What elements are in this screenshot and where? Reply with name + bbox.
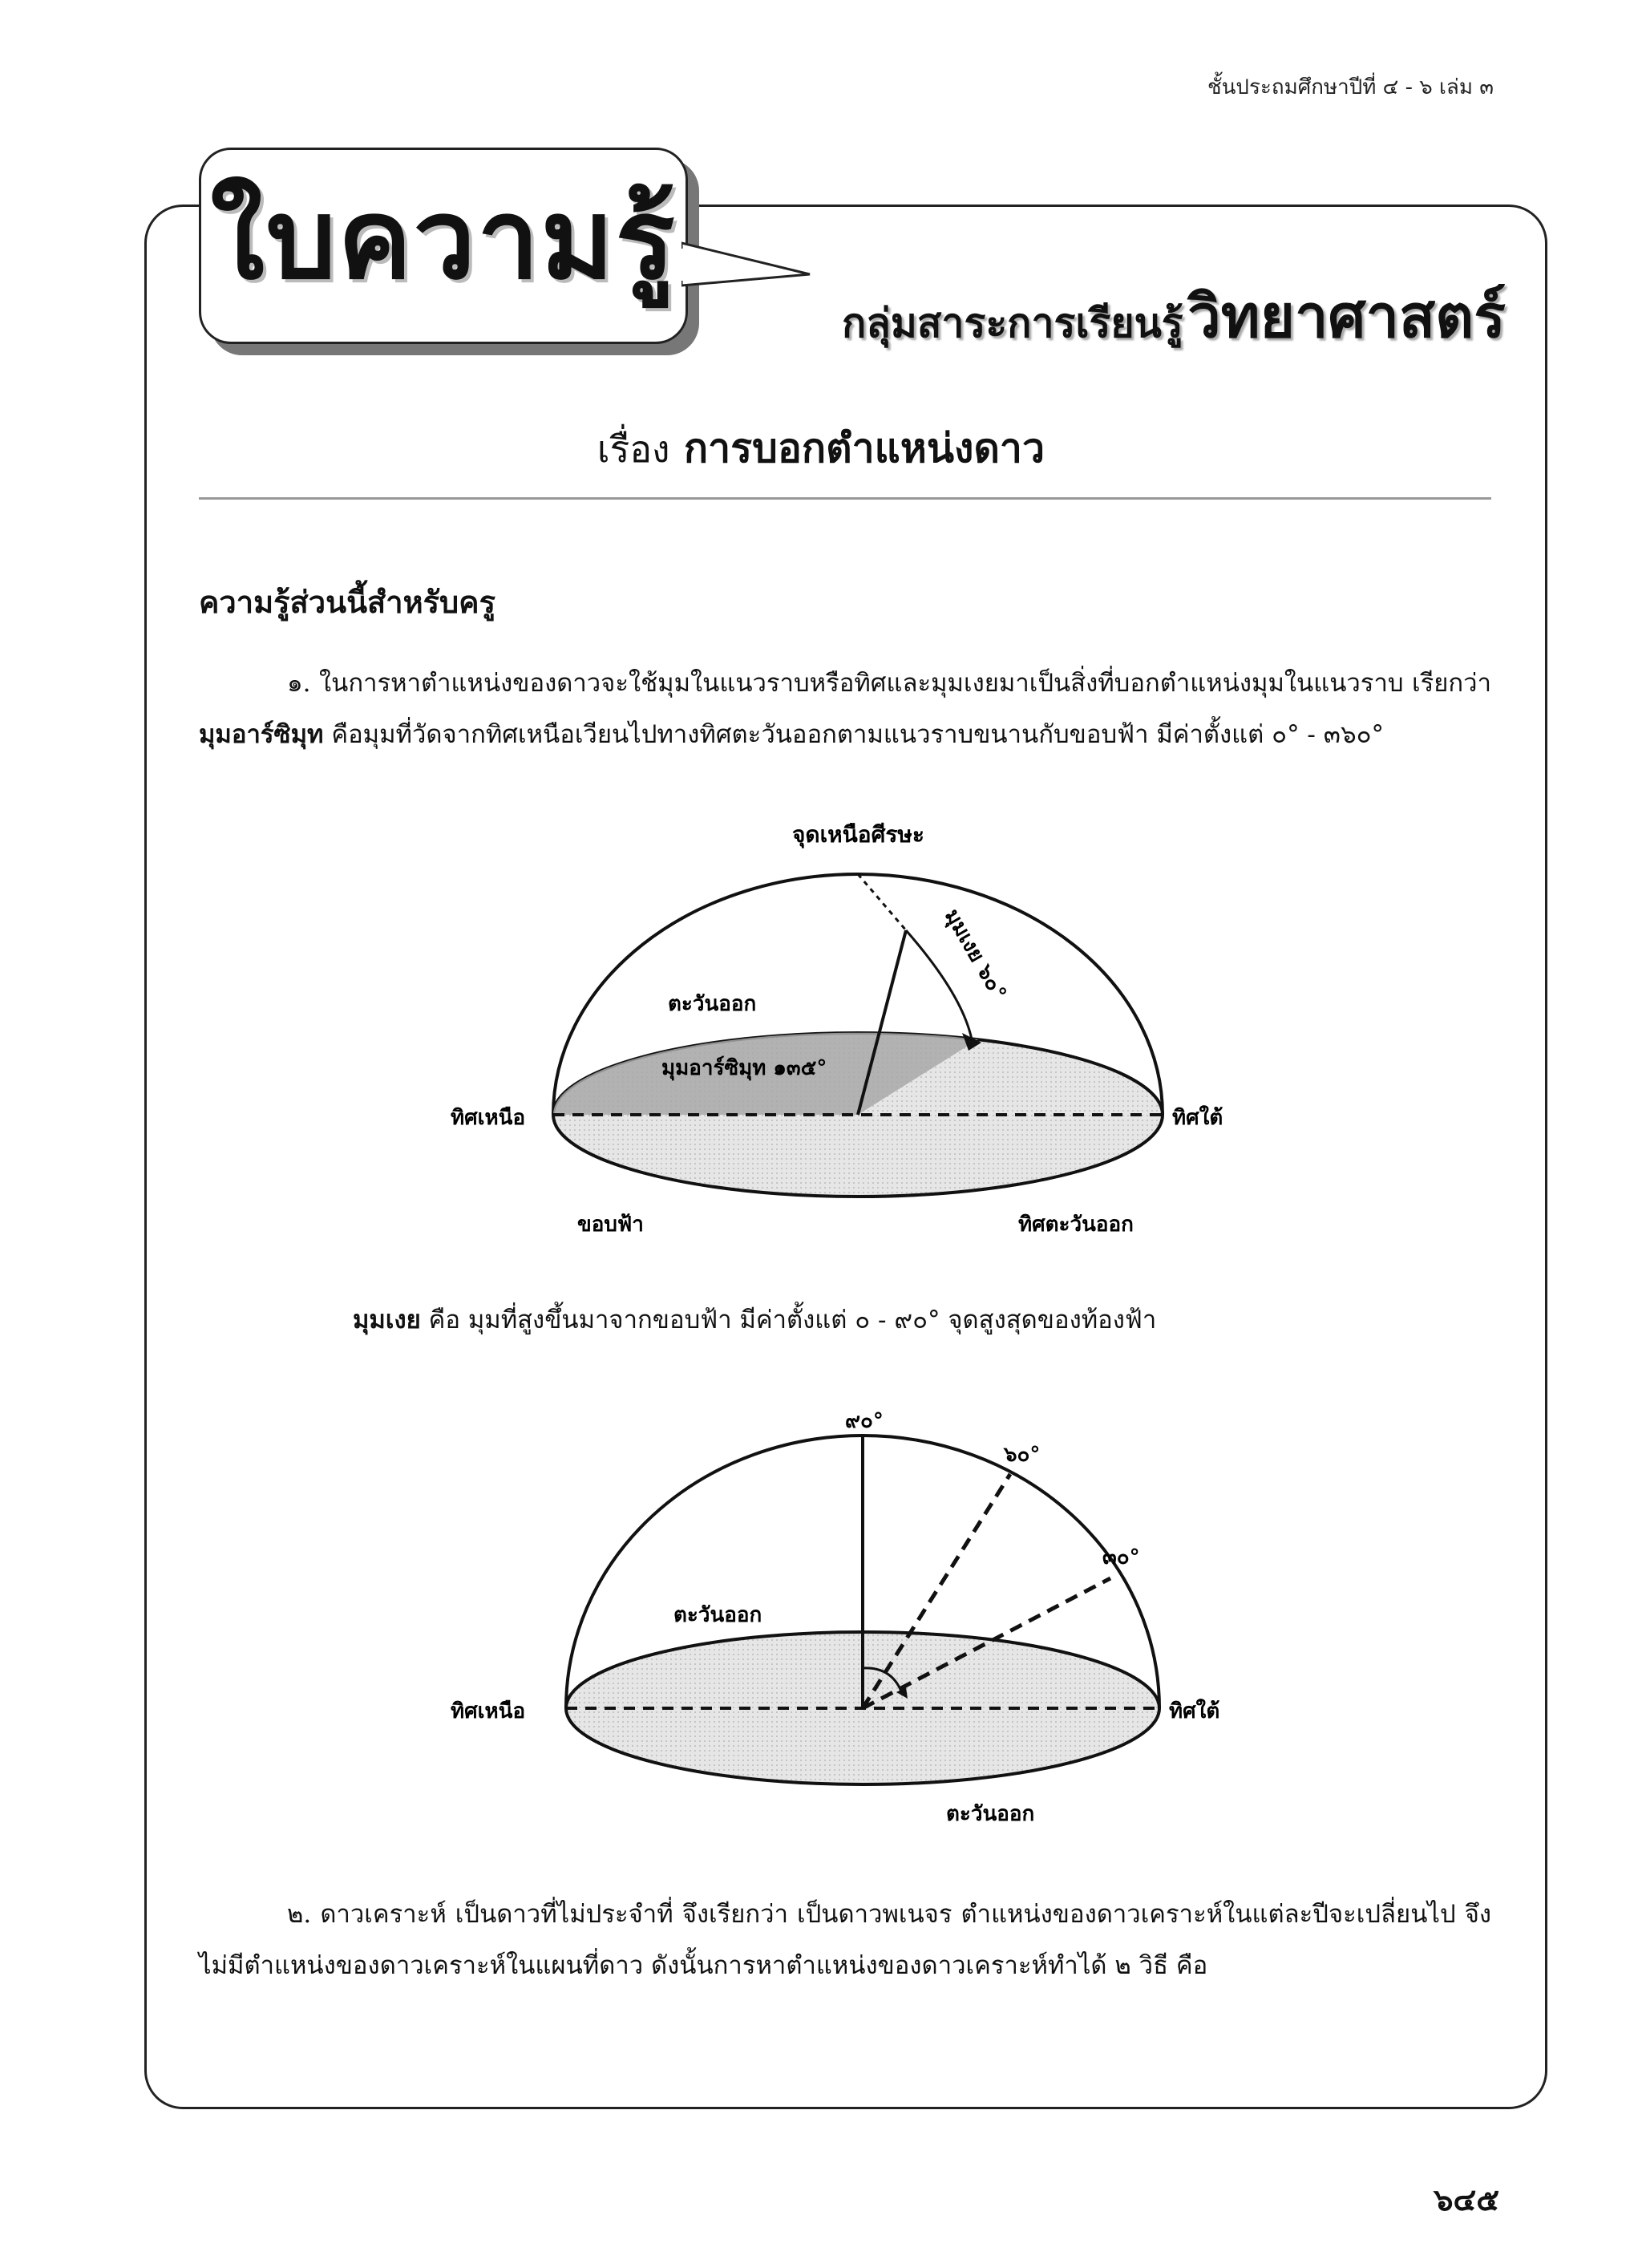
subject-prefix: กลุ่มสาระการเรียนรู้ <box>842 300 1183 346</box>
paragraph-2 <box>199 1889 1491 1991</box>
series-header: ชั้นประถมศึกษาปีที่ ๔ - ๖ เล่ม ๓ <box>1207 75 1494 99</box>
label-north: ทิศเหนือ <box>451 1106 526 1130</box>
callout-box <box>199 148 688 344</box>
para2-text: ๒. ดาวเคราะห์ เป็นดาวที่ไม่ประจำที่ จึงเรียกว่า เป็นดาวพเนจร ตำแหน่งของดาวเคราะห์ในแต่ละปีจะเปลี่ยนไป จึงไม่มีตำแหน่งของดาวเคราะห์ในแผนที่ดาว ดังนั้นการหาตำแหน่งของดาวเคราะห์ทำได้ ๒ วิธี คือ <box>199 1900 1491 1980</box>
subject-title <box>842 269 1506 363</box>
subject-name: วิทยาศาสตร์ <box>1187 282 1506 351</box>
label-horizon: ขอบฟ้า <box>577 1213 644 1237</box>
caption-rest: คือ มุมที่สูงขึ้นมาจากขอบฟ้า มีค่าตั้งแต่ ๐ - ๙๐° จุดสูงสุดของท้องฟ้า <box>428 1306 1157 1334</box>
label-east-bottom-2: ตะวันออก <box>946 1802 1035 1826</box>
label-elevation: มุมเงย ๖๐° <box>939 905 1011 1005</box>
label-60: ๖๐° <box>1004 1443 1041 1467</box>
callout-title: ใบความรู้ <box>210 174 677 304</box>
label-east-bottom: ทิศตะวันออก <box>1018 1213 1134 1237</box>
section-heading: ความรู้ส่วนนี้สำหรับครู <box>199 585 495 620</box>
elevation-caption <box>353 1299 1156 1339</box>
divider <box>199 497 1491 500</box>
label-east-top: ตะวันออก <box>668 992 757 1016</box>
label-zenith: จุดเหนือศีรษะ <box>792 821 924 848</box>
callout-tail <box>681 241 818 289</box>
para1-lead: ๑. ในการหาตำแหน่งของดาวจะใช้มุมในแนวราบหรือทิศและมุมเงยมาเป็นสิ่งที่บอกตำแหน่งมุมในแนวราบ เรียกว่า <box>287 669 1491 698</box>
page-number: ๖๔๕ <box>1434 2182 1499 2217</box>
label-90: ๙๐° <box>845 1411 884 1433</box>
label-south: ทิศใต้ <box>1172 1106 1223 1130</box>
label-north-2: ทิศเหนือ <box>451 1699 526 1723</box>
topic-prefix: เรื่อง <box>597 427 670 471</box>
caption-term: มุมเงย <box>353 1306 421 1334</box>
label-azimuth: มุมอาร์ซิมุท ๑๓๕° <box>661 1056 827 1080</box>
elevation-figure <box>433 1411 1235 1861</box>
para1-term: มุมอาร์ซิมุท <box>199 720 324 749</box>
zenith-dashed-line <box>858 874 906 930</box>
label-east-top-2: ตะวันออก <box>673 1603 762 1627</box>
para1-rest: คือมุมที่วัดจากทิศเหนือเวียนไปทางทิศตะวันออกตามแนวราบขนานกับขอบฟ้า มีค่าตั้งแต่ ๐° - ๓๖๐° <box>331 720 1385 749</box>
label-30: ๓๐° <box>1102 1545 1140 1569</box>
label-south-2: ทิศใต้ <box>1169 1699 1220 1723</box>
paragraph-1 <box>199 658 1491 760</box>
topic-text: การบอกตำแหน่งดาว <box>683 425 1045 472</box>
topic-title <box>0 417 1642 480</box>
azimuth-figure <box>433 810 1235 1259</box>
